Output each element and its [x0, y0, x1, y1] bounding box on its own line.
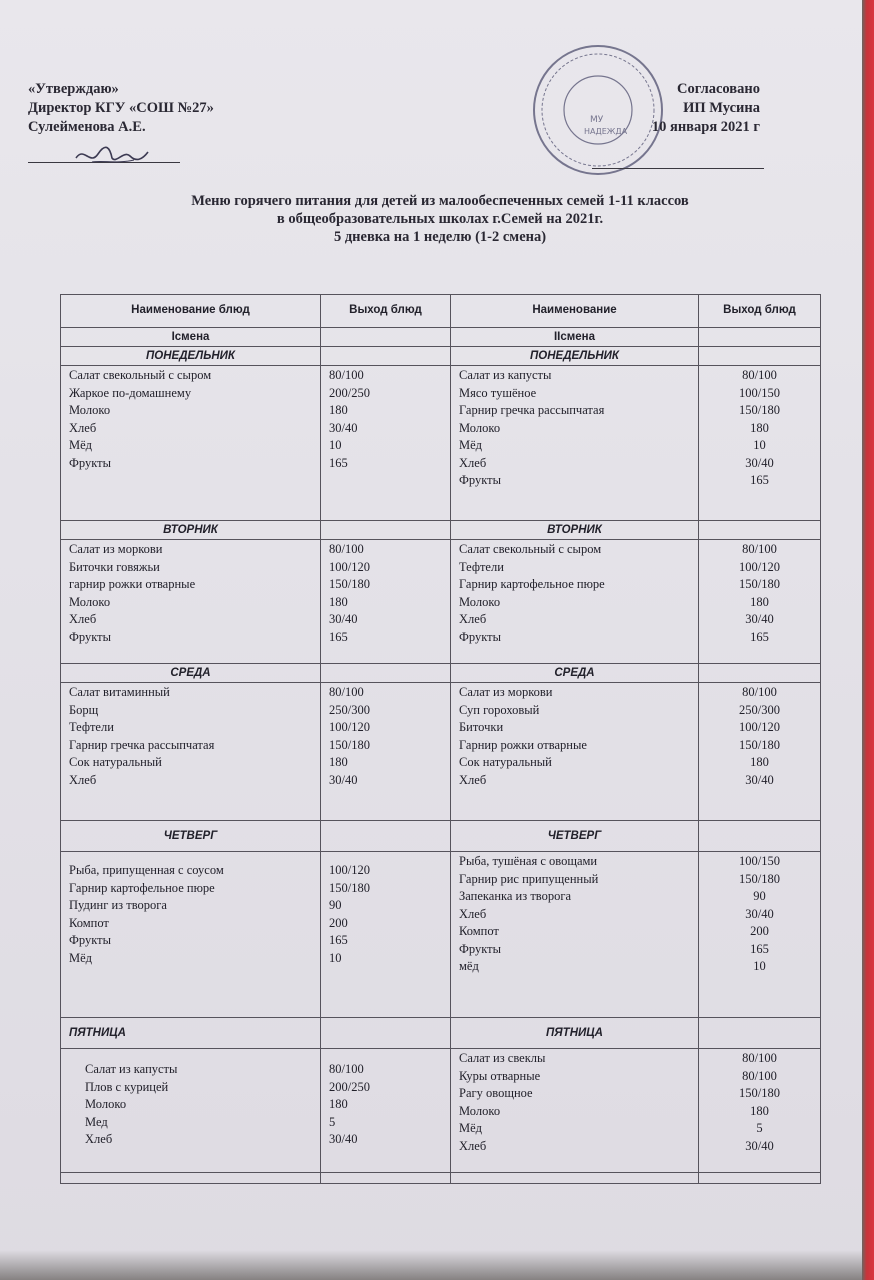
portion-list: [321, 683, 451, 821]
page-shadow: [0, 1250, 862, 1280]
dish-name: гарнир рожки отварные: [69, 577, 196, 591]
portion-value: 90: [753, 889, 766, 903]
dish-name: Хлеб: [69, 772, 97, 787]
portion-value: 30/40: [745, 1138, 774, 1153]
dish-list: [61, 852, 321, 1018]
portion-value: 30/40: [329, 612, 358, 626]
dish-name: Рыба, тушёная с овощами: [459, 854, 598, 868]
background-edge: [862, 0, 874, 1280]
dish-name: Хлеб: [459, 772, 487, 787]
dish-list: [451, 852, 699, 1018]
dish-name: Фрукты: [69, 933, 111, 947]
dish-name: Молоко: [459, 420, 501, 435]
portion-value: 165: [329, 455, 348, 470]
portion-value: 90: [329, 898, 342, 912]
menu-table: [60, 294, 821, 1184]
agreement-line-3: 10 января 2021 г: [651, 119, 760, 135]
dish-name: Компот: [69, 915, 109, 930]
portion-value: 80/100: [742, 542, 777, 556]
dish-name: Салат витаминный: [69, 685, 170, 699]
dish-list: [61, 1049, 321, 1173]
portion-list: [321, 852, 451, 1018]
dish-name: Фрукты: [459, 473, 501, 487]
portion-list: [699, 540, 821, 664]
portion-value: 30/40: [745, 772, 774, 787]
day-row-friday: [61, 1018, 821, 1049]
title-line-2: в общеобразовательных школах г.Семей на 2021г.: [276, 211, 604, 227]
dish-list: [451, 366, 699, 521]
header-dish-name-2: Наименование: [451, 295, 699, 328]
dish-name: Плов с курицей: [85, 1079, 169, 1094]
portion-value: 30/40: [329, 1132, 358, 1146]
dish-name: Салат из свеклы: [459, 1051, 546, 1065]
dish-name: Салат из моркови: [69, 542, 163, 556]
portion-list: [699, 1049, 821, 1173]
portion-list: [699, 683, 821, 821]
portion-value: 100/120: [329, 559, 370, 574]
dish-name: Молоко: [69, 403, 111, 417]
portion-value: 100/150: [739, 385, 780, 400]
dish-list: [451, 683, 699, 821]
dish-name: Мед: [85, 1114, 108, 1129]
dish-name: Гарнир гречка рассыпчатая: [459, 403, 605, 417]
portion-value: 180: [750, 594, 769, 609]
dish-name: Хлеб: [85, 1132, 113, 1146]
portion-value: 80/100: [329, 368, 364, 382]
table-header-row: [61, 295, 821, 328]
day-name-left: ЧЕТВЕРГ: [61, 821, 321, 852]
dish-list: [61, 540, 321, 664]
header-portion: Выход блюд: [321, 295, 451, 328]
portion-value: 180: [750, 755, 769, 769]
dish-name: Салат из капусты: [459, 368, 552, 382]
items-row-thursday: [61, 852, 821, 1018]
portion-value: 10: [329, 950, 342, 965]
dish-name: Жаркое по-домашнему: [69, 385, 192, 400]
portion-value: 100/120: [329, 720, 370, 734]
portion-value: 250/300: [329, 702, 370, 717]
dish-name: Сок натуральный: [69, 755, 162, 769]
dish-name: Фрукты: [69, 629, 111, 644]
dish-name: Мясо тушёное: [459, 385, 537, 400]
dish-name: Тефтели: [69, 720, 114, 734]
dish-name: Биточки: [459, 720, 504, 734]
day-name-right: ЧЕТВЕРГ: [451, 821, 699, 852]
dish-name: Пудинг из творога: [69, 898, 167, 912]
portion-value: 150/180: [739, 737, 780, 752]
agreement-signature-line: [592, 168, 764, 169]
dish-name: Борщ: [69, 702, 99, 717]
portion-value: 10: [329, 438, 342, 452]
dish-name: Рагу овощное: [459, 1086, 533, 1100]
day-row-thursday: [61, 821, 821, 852]
items-row-tuesday: [61, 540, 821, 664]
portion-value: 80/100: [329, 1062, 364, 1076]
agreement-block: [590, 80, 760, 137]
portion-value: 80/100: [742, 1068, 777, 1083]
portion-value: 180: [329, 1097, 348, 1111]
dish-name: Салат из моркови: [459, 685, 553, 699]
portion-value: 150/180: [739, 871, 780, 886]
dish-name: Молоко: [85, 1097, 127, 1111]
dish-name: Фрукты: [459, 941, 501, 956]
portion-value: 180: [329, 755, 348, 769]
dish-name: Хлеб: [459, 906, 487, 921]
dish-name: Гарнир рожки отварные: [459, 737, 587, 752]
dish-name: Компот: [459, 924, 499, 938]
dish-name: Молоко: [459, 1103, 501, 1118]
dish-name: Фрукты: [69, 455, 111, 470]
portion-value: 100/120: [739, 720, 780, 734]
dish-name: Гарнир картофельное пюре: [459, 577, 605, 591]
dish-name: Мёд: [459, 1121, 483, 1135]
day-name-right: СРЕДА: [451, 664, 699, 683]
portion-value: 10: [753, 959, 766, 973]
day-name-left: ПЯТНИЦА: [61, 1018, 321, 1049]
portion-list: [321, 540, 451, 664]
portion-value: 150/180: [329, 577, 370, 591]
portion-value: 80/100: [329, 542, 364, 556]
portion-value: 165: [329, 629, 348, 644]
day-name-left: ПОНЕДЕЛЬНИК: [61, 347, 321, 366]
dish-name: Хлеб: [459, 455, 487, 470]
portion-list: [321, 366, 451, 521]
portion-value: 150/180: [329, 737, 370, 752]
items-row-friday: [61, 1049, 821, 1173]
day-name-right: ВТОРНИК: [451, 521, 699, 540]
approval-line-2: Директор КГУ «СОШ №27»: [28, 100, 214, 116]
dish-name: Мёд: [69, 950, 93, 965]
title-line-3: 5 дневка на 1 неделю (1-2 смена): [333, 229, 547, 245]
title-line-1: Меню горячего питания для детей из малообеспеченных семей 1-11 классов: [191, 193, 689, 209]
day-name-right: ПЯТНИЦА: [451, 1018, 699, 1049]
portion-value: 165: [750, 629, 769, 644]
approval-line-1: «Утверждаю»: [28, 81, 119, 97]
portion-value: 30/40: [745, 612, 774, 626]
dish-name: Гарнир гречка рассыпчатая: [69, 737, 215, 752]
dish-name: Сок натуральный: [459, 755, 552, 769]
portion-value: 150/180: [739, 577, 780, 591]
portion-value: 100/120: [739, 559, 780, 574]
portion-value: 80/100: [329, 685, 364, 699]
dish-name: мёд: [459, 959, 479, 973]
portion-value: 30/40: [745, 455, 774, 470]
portion-list: [699, 366, 821, 521]
items-row-monday: [61, 366, 821, 521]
dish-name: Суп гороховый: [459, 702, 540, 717]
portion-list: [321, 1049, 451, 1173]
empty-row: [61, 1173, 821, 1184]
shift-2-label: IIсмена: [451, 328, 699, 347]
portion-value: 165: [750, 941, 769, 956]
header-portion-2: Выход блюд: [699, 295, 821, 328]
dish-list: [61, 366, 321, 521]
day-name-right: ПОНЕДЕЛЬНИК: [451, 347, 699, 366]
dish-name: Молоко: [69, 594, 111, 609]
portion-value: 200: [750, 924, 769, 938]
portion-value: 30/40: [745, 906, 774, 921]
items-row-wednesday: [61, 683, 821, 821]
day-row-monday: [61, 347, 821, 366]
shift-row: [61, 328, 821, 347]
portion-value: 180: [329, 594, 348, 609]
dish-name: Биточки говяжьи: [69, 559, 160, 574]
dish-list: [61, 683, 321, 821]
portion-value: 200/250: [329, 385, 370, 400]
portion-value: 100/150: [739, 854, 780, 868]
dish-name: Салат свекольный с сыром: [459, 542, 602, 556]
approval-block: [28, 80, 214, 137]
portion-value: 250/300: [739, 702, 780, 717]
dish-name: Куры отварные: [459, 1068, 541, 1083]
portion-value: 80/100: [742, 685, 777, 699]
dish-name: Хлеб: [69, 612, 97, 626]
portion-value: 200: [329, 915, 348, 930]
dish-name: Фрукты: [459, 629, 501, 644]
portion-value: 80/100: [742, 1051, 777, 1065]
dish-name: Запеканка из творога: [459, 889, 572, 903]
header-dish-name: Наименование блюд: [61, 295, 321, 328]
portion-value: 30/40: [329, 420, 358, 435]
day-row-tuesday: [61, 521, 821, 540]
portion-value: 180: [329, 403, 348, 417]
portion-value: 100/120: [329, 863, 370, 877]
stamp-text-1: МУ: [590, 115, 604, 125]
approval-line-3: Сулейменова А.Е.: [28, 119, 146, 135]
stamp-text-2: НАДЕЖДА: [584, 127, 628, 136]
dish-name: Хлеб: [459, 612, 487, 626]
portion-value: 150/180: [739, 1086, 780, 1100]
dish-name: Гарнир рис припущенный: [459, 871, 599, 886]
day-row-wednesday: [61, 664, 821, 683]
dish-name: Рыба, припущенная с соусом: [69, 863, 224, 877]
dish-name: Молоко: [459, 594, 501, 609]
dish-name: Тефтели: [459, 559, 504, 574]
portion-value: 10: [753, 438, 766, 452]
portion-value: 180: [750, 1103, 769, 1118]
portion-value: 80/100: [742, 368, 777, 382]
day-name-left: ВТОРНИК: [61, 521, 321, 540]
agreement-line-2: ИП Мусина: [683, 100, 760, 116]
dish-name: Салат из капусты: [85, 1062, 178, 1076]
dish-name: Мёд: [459, 438, 483, 452]
shift-1-label: Iсмена: [61, 328, 321, 347]
signature-icon: [72, 140, 152, 170]
agreement-line-1: Согласовано: [677, 81, 760, 97]
dish-name: Салат свекольный с сыром: [69, 368, 212, 382]
portion-value: 180: [750, 420, 769, 435]
portion-value: 150/180: [329, 880, 370, 895]
dish-name: Гарнир картофельное пюре: [69, 880, 215, 895]
portion-value: 5: [329, 1114, 336, 1129]
portion-value: 200/250: [329, 1079, 370, 1094]
portion-list: [699, 852, 821, 1018]
portion-value: 30/40: [329, 772, 358, 787]
dish-name: Хлеб: [69, 420, 97, 435]
dish-list: [451, 540, 699, 664]
portion-value: 5: [756, 1121, 763, 1135]
document-title: [80, 192, 800, 246]
dish-list: [451, 1049, 699, 1173]
dish-name: Хлеб: [459, 1138, 487, 1153]
day-name-left: СРЕДА: [61, 664, 321, 683]
portion-value: 165: [329, 933, 348, 947]
dish-name: Мёд: [69, 438, 93, 452]
portion-value: 150/180: [739, 403, 780, 417]
portion-value: 165: [750, 473, 769, 487]
